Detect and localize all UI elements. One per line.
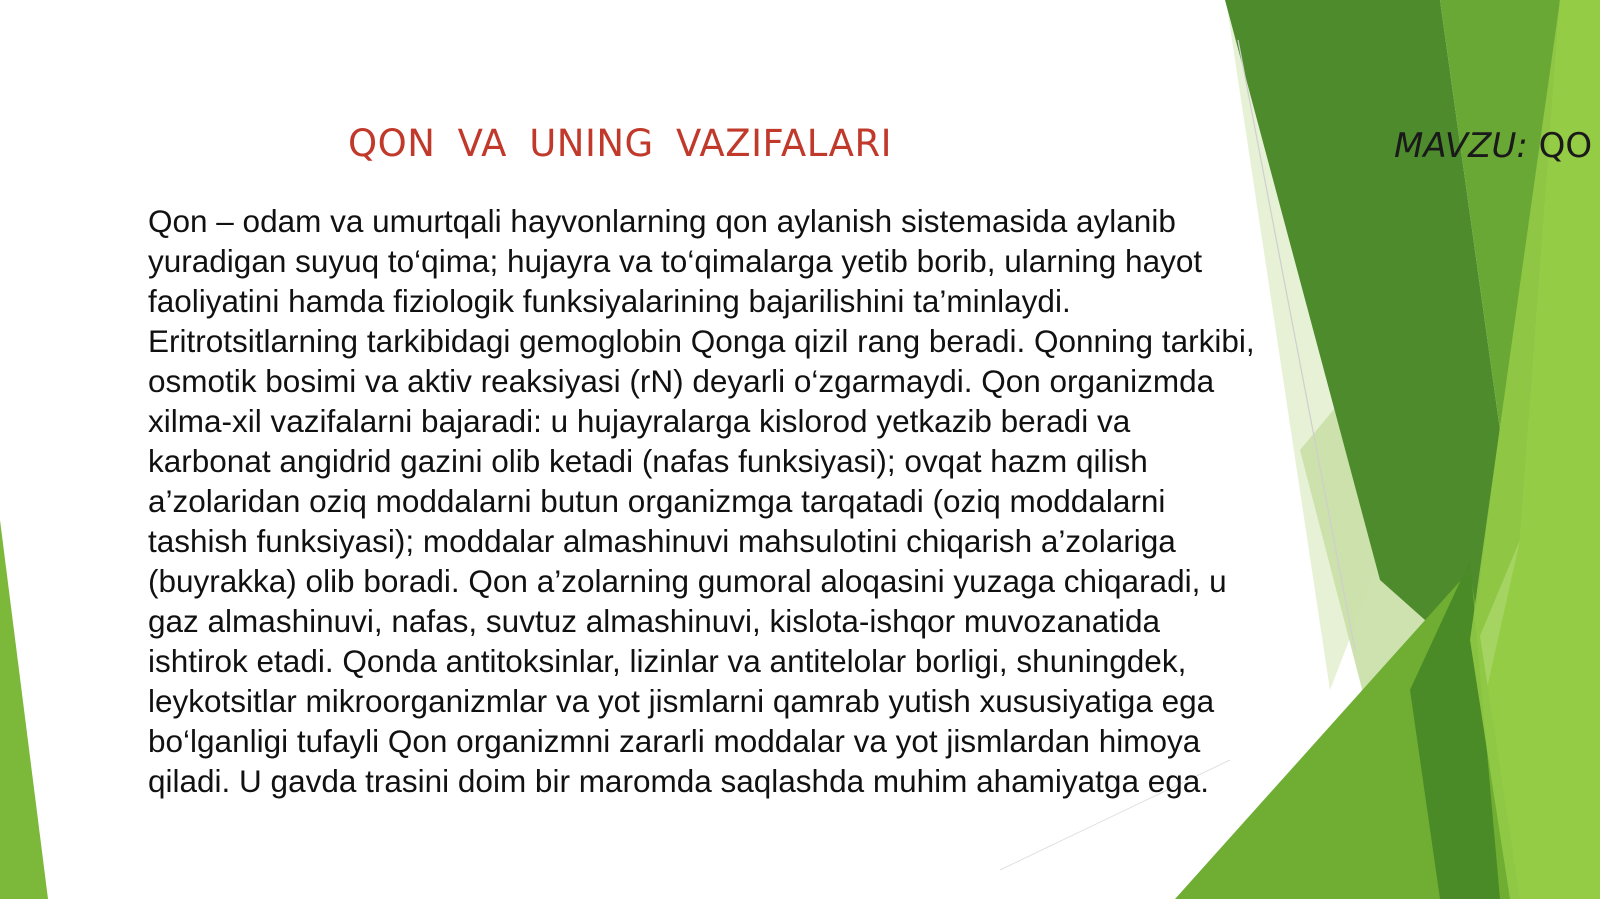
- topic-label: MAVZU:: [1394, 126, 1528, 166]
- body-paragraph: Qon – odam va umurtqali hayvonlarning qon aylanish sistemasida aylanib yuradigan suyuq to‘qima; hujayra va to‘qimalarga yetib borib, ularning hayot faoliyatini hamda fiziologik funksiyalarining bajarilishini ta’minlaydi. Eritrotsitlarning tarkibidagi gemoglobin Qonga qizil rang beradi. Qonning tarkibi, osmotik bosimi va aktiv reaksiyasi (rN) deyarli o‘zgarmaydi. Qon organizmda xilma-xil vazifalarni bajaradi: u hujayralarga kislorod yetkazib beradi va karbonat angidrid gazini olib ketadi (nafas funksiyasi); ovqat hazm qilish a’zolaridan oziq moddalarni butun organizmga tarqatadi (oziq moddalarni tashish funksiyasi); moddalar almashinuvi mahsulotini chiqarish a’zolariga (buyrakka) olib boradi. Qon a’zolarning gumoral aloqasini yuzaga chiqaradi, u gaz almashinuvi, nafas, suvtuz almashinuvi, kislota-ishqor muvozanatida ishtirok etadi. Qonda antitoksinlar, lizinlar va antitelolar borligi, shuningdek, leykotsitlar mikroorganizmlar va yot jismlarni qamrab yutish xususiyatiga ega bo‘lganligi tufayli Qon organizmni zararli moddalar va yot jismlardan himoya qiladi. U gavda trasini doim bir maromda saqlashda muhim ahamiyatga ega.: [148, 203, 1255, 799]
- slide-title: QON VA UNING VAZIFALARI: [348, 122, 893, 165]
- topic-value: QO: [1538, 126, 1593, 166]
- left-green-shape: [0, 520, 48, 899]
- topic-heading: [1394, 126, 1592, 166]
